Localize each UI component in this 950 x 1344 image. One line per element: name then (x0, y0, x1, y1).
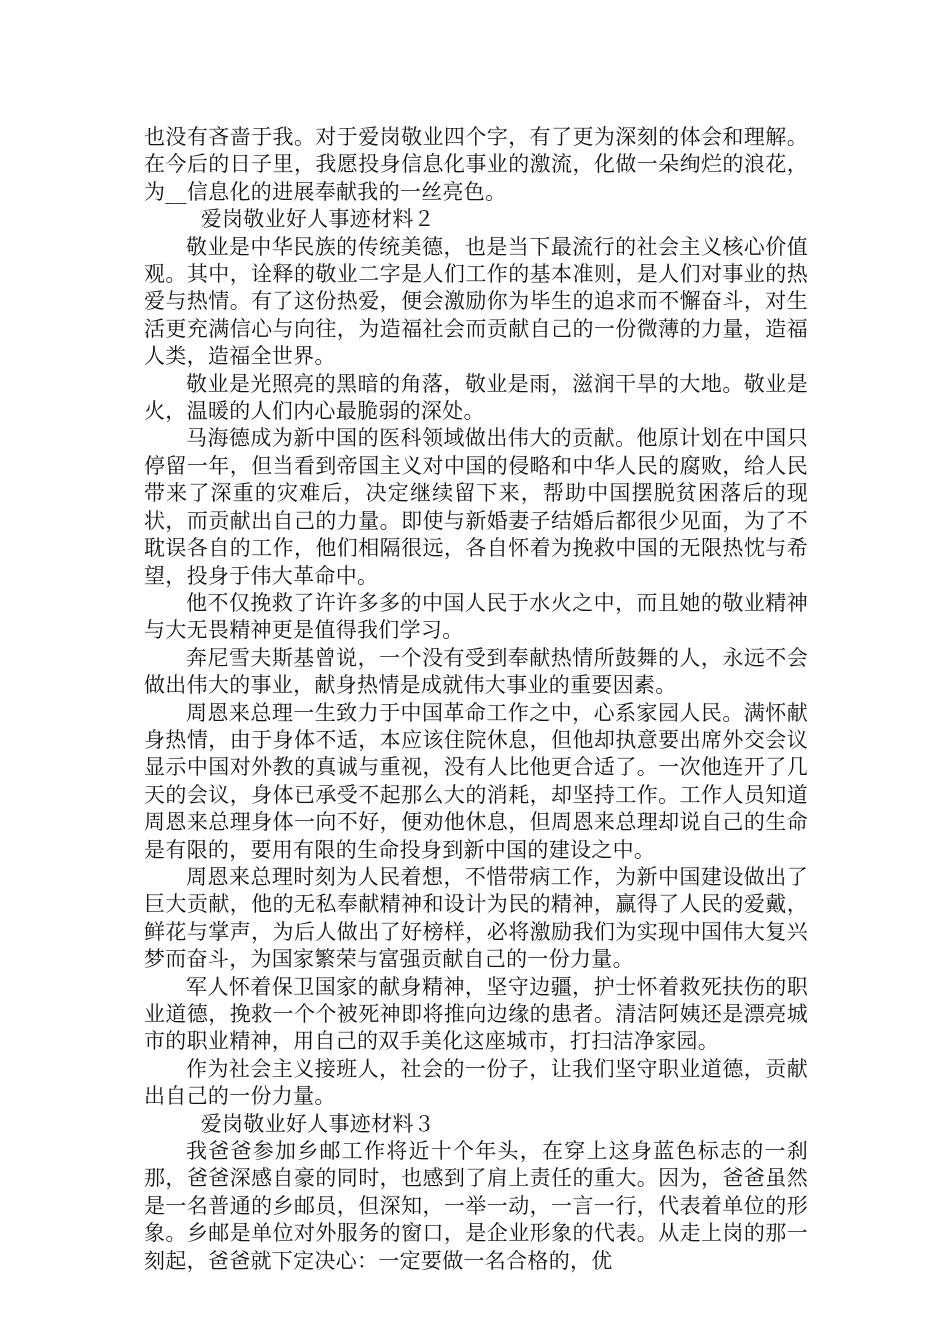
paragraph: 军人怀着保卫国家的献身精神，坚守边疆，护士怀着救死扶伤的职业道德，挽救一个个被死神即将推向边缘的患者。清洁阿姨还是漂亮城市的职业精神，用自己的双手美化这座城市，打扫洁净家园。 (144, 974, 808, 1054)
section-heading-3: 爱岗敬业好人事迹材料３ (200, 1111, 435, 1136)
paragraph: 奔尼雪夫斯基曾说，一个没有受到奉献热情所鼓舞的人，永远不会做出伟大的事业，献身热情是成就伟大事业的重要因素。 (144, 645, 808, 698)
paragraph: 他不仅挽救了许许多多的中国人民于水火之中，而且她的敬业精神与大无畏精神更是值得我们学习。 (144, 590, 808, 643)
paragraph: 马海德成为新中国的医科领域做出伟大的贡献。他原计划在中国只停留一年，但当看到帝国主义对中国的侵略和中华人民的腐败，给人民带来了深重的灾难后，决定继续留下来，帮助中国摆脱贫困落后的现状，而贡献出自己的力量。即使与新婚妻子结婚后都很少见面，为了不耽误各自的工作，他们相隔很远，各自怀着为挽救中国的无限热忱与希望，投身于伟大革命中。 (144, 426, 808, 588)
paragraph: 作为社会主义接班人，社会的一份子，让我们坚守职业道德，贡献出自己的一份力量。 (144, 1056, 808, 1109)
paragraph: 周恩来总理时刻为人民着想，不惜带病工作，为新中国建设做出了巨大贡献，他的无私奉献精神和设计为民的精神，赢得了人民的爱戴，鲜花与掌声，为后人做出了好榜样，必将激励我们为实现中国伟大复兴梦而奋斗，为国家繁荣与富强贡献自己的一份力量。 (144, 864, 808, 972)
paragraph: 我爸爸参加乡邮工作将近十个年头，在穿上这身蓝色标志的一刹那，爸爸深感自豪的同时，也感到了肩上责任的重大。因为，爸爸虽然是一名普通的乡邮员，但深知，一举一动，一言一行，代表着单位的形象。乡邮是单位对外服务的窗口，是企业形象的代表。从走上岗的那一刻起，爸爸就下定决心：一定要做一名合格的，优 (144, 1139, 808, 1273)
section-heading-2: 爱岗敬业好人事迹材料２ (200, 207, 435, 232)
paragraph-continuation: 也没有吝啬于我。对于爱岗敬业四个字，有了更为深刻的体会和理解。在今后的日子里，我愿投身信息化事业的激流，化做一朵绚烂的浪花，为__信息化的进展奉献我的一丝亮色。 (144, 125, 808, 204)
paragraph: 敬业是光照亮的黑暗的角落，敬业是雨，滋润干旱的大地。敬业是火，温暖的人们内心最脆弱的深处。 (144, 371, 808, 424)
paragraph: 周恩来总理一生致力于中国革命工作之中，心系家园人民。满怀献身热情，由于身体不适，本应该住院休息，但他却执意要出席外交会议显示中国对外教的真诚与重视，没有人比他更合适了。一次他连开了几天的会议，身体已承受不起那么大的消耗，却坚持工作。工作人员知道周恩来总理身体一向不好，便劝他休息，但周恩来总理却说自己的生命是有限的，要用有限的生命投身到新中国的建设之中。 (144, 700, 808, 862)
paragraph: 敬业是中华民族的传统美德，也是当下最流行的社会主义核心价值观。其中，诠释的敬业二字是人们工作的基本准则，是人们对事业的热爱与热情。有了这份热爱，便会激励你为毕生的追求而不懈奋斗，对生活更充满信心与向往，为造福社会而贡献自己的一份微薄的力量，造福人类，造福全世界。 (144, 234, 808, 369)
document-page (144, 124, 808, 1275)
